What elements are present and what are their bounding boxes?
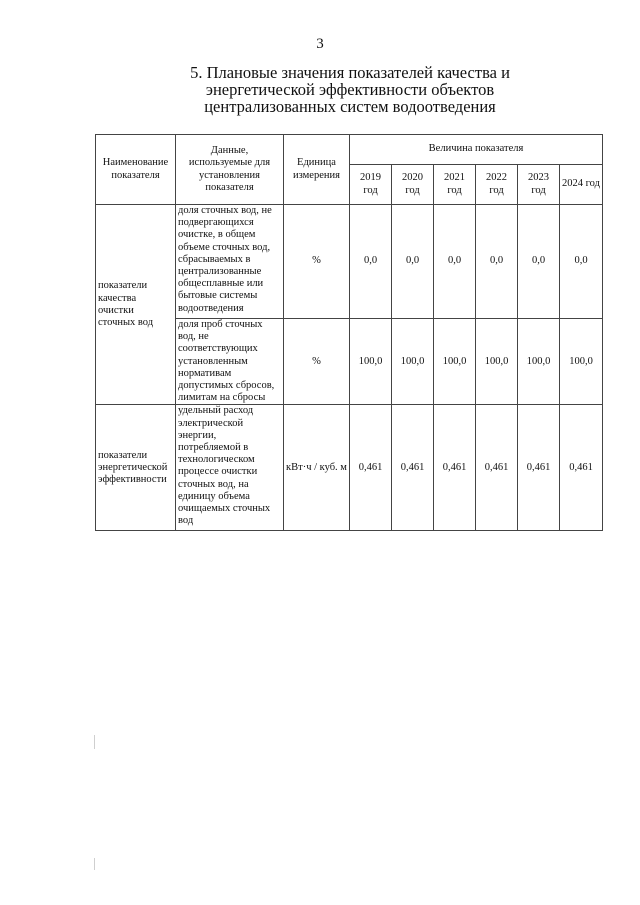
value-cell: 100,0 (350, 319, 392, 405)
heading-line-2: энергетической эффективности объектов (205, 80, 495, 99)
header-indicator-value: Величина показателя (350, 135, 603, 165)
value-cell: 0,461 (434, 405, 476, 531)
scan-artifact (94, 858, 95, 870)
header-year: 2020 год (392, 165, 434, 205)
value-cell: 0,461 (476, 405, 518, 531)
value-cell: 100,0 (392, 319, 434, 405)
group-name-energy: показатели энергетической эффективности (96, 405, 176, 531)
header-year: 2023 год (518, 165, 560, 205)
header-year: 2022 год (476, 165, 518, 205)
heading-line-3: централизованных систем водоотведения (204, 97, 496, 116)
value-cell: 0,461 (350, 405, 392, 531)
value-cell: 0,461 (560, 405, 603, 531)
table-row (96, 205, 603, 319)
header-unit: Единица измерения (284, 135, 350, 205)
value-cell: 100,0 (476, 319, 518, 405)
row-unit: % (284, 319, 350, 405)
value-cell: 0,0 (518, 205, 560, 319)
value-cell: 0,0 (434, 205, 476, 319)
indicators-table (95, 134, 603, 531)
section-heading (140, 64, 560, 115)
heading-line-1: 5. Плановые значения показателей качества и (190, 63, 510, 82)
header-year: 2024 год (560, 165, 603, 205)
header-indicator-name: Наименование показателя (96, 135, 176, 205)
value-cell: 100,0 (560, 319, 603, 405)
row-unit: кВт·ч / куб. м (284, 405, 350, 531)
value-cell: 100,0 (434, 319, 476, 405)
value-cell: 0,0 (560, 205, 603, 319)
row-description: доля проб сточных вод, не соответствующих установленным нормативам допустимых сбросов, лимитам на сбросы (176, 319, 284, 405)
row-unit: % (284, 205, 350, 319)
header-year: 2019 год (350, 165, 392, 205)
header-year: 2021 год (434, 165, 476, 205)
value-cell: 0,461 (392, 405, 434, 531)
group-name-quality: показатели качества очистки сточных вод (96, 205, 176, 405)
value-cell: 0,0 (350, 205, 392, 319)
value-cell: 0,461 (518, 405, 560, 531)
value-cell: 100,0 (518, 319, 560, 405)
scan-artifact (94, 735, 95, 749)
header-data-used: Данные, используемые для установления показателя (176, 135, 284, 205)
value-cell: 0,0 (392, 205, 434, 319)
row-description: доля сточных вод, не подвергающихся очистке, в общем объеме сточных вод, сбрасываемых в централизованные общесплавные или бытовые системы водоотведения (176, 205, 284, 319)
row-description: удельный расход электрической энергии, потребляемой в технологическом процессе очистки сточных вод, на единицу объема очищаемых сточных вод (176, 405, 284, 531)
table-row (96, 405, 603, 531)
page-number: 3 (316, 36, 324, 52)
value-cell: 0,0 (476, 205, 518, 319)
